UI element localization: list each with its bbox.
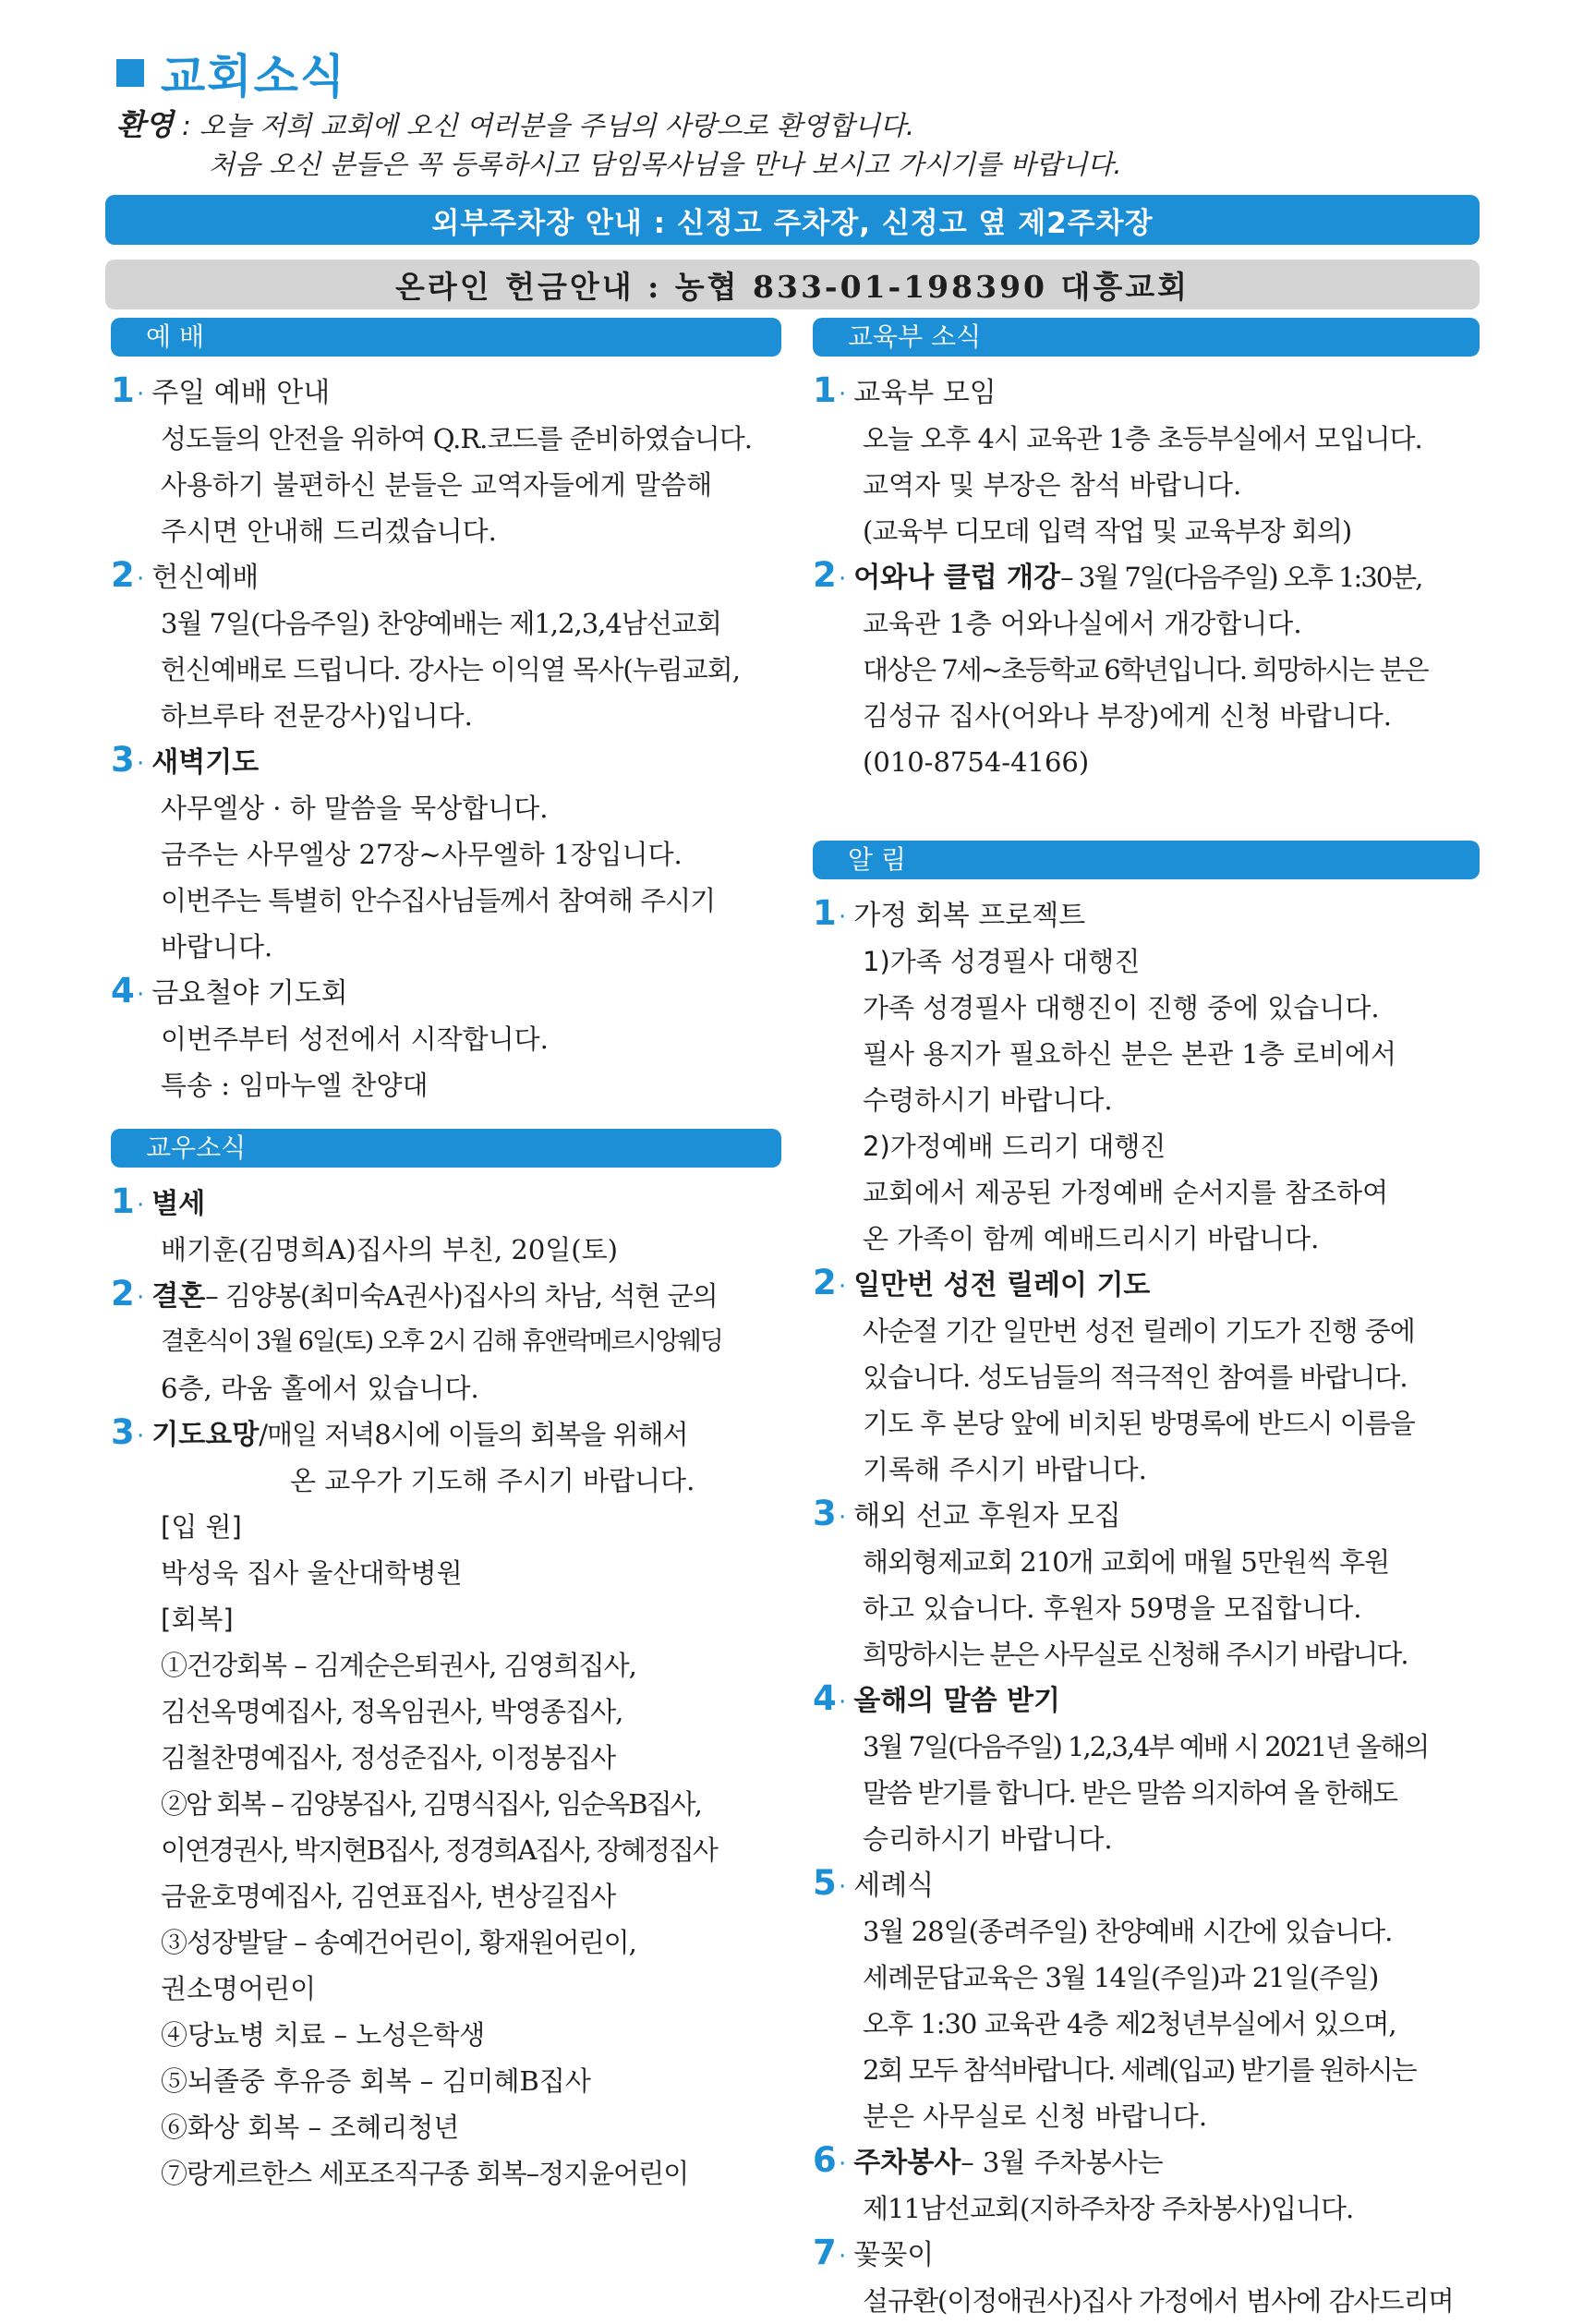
item-line: 세례문답교육은 3월 14일(주일)과 21일(주일): [863, 1962, 1379, 1993]
item-line: 하고 있습니다. 후원자 59명을 모집합니다.: [863, 1592, 1362, 1624]
item-head: [813, 1862, 1480, 1908]
recovery-line: 금윤호명예집사, 김연표집사, 변상길집사: [161, 1881, 616, 1912]
item-number: 1: [111, 1181, 135, 1221]
item-title: 금요철야 기도회: [151, 977, 348, 1010]
members-item-3: [111, 1411, 781, 2197]
item-line: 필사 용지가 필요하신 분은 본관 1층 로비에서: [863, 1038, 1397, 1070]
item-line: (010-8754-4166): [863, 746, 1090, 778]
item-title: 가정 회복 프로젝트: [853, 900, 1086, 932]
title-row: [116, 44, 1483, 102]
item-head: [813, 2232, 1480, 2278]
dot-separator: ·: [839, 1873, 847, 1901]
item-head: [813, 1493, 1480, 1539]
dot-separator: ·: [839, 1689, 847, 1716]
item-title: 어와나 클럽 개강: [853, 562, 1061, 594]
recovery-line: ⑥화상 회복 – 조혜리청년: [161, 2112, 460, 2143]
item-number: 7: [813, 2233, 837, 2272]
item-line: 온 가족이 함께 예배드리시기 바랍니다.: [863, 1223, 1320, 1254]
recovery-line: ⑦랑게르한스 세포조직구종 회복–정지윤어린이: [161, 2158, 689, 2189]
dot-separator: ·: [839, 1504, 847, 1531]
item-number: 5: [813, 1863, 837, 1903]
sub-heading: 2)가정예배 드리기 대행진: [863, 1131, 1166, 1162]
recovery-line: ⑤뇌졸중 후유증 회복 – 김미혜B집사: [161, 2065, 591, 2097]
education-item-1: [813, 369, 1480, 554]
item-number: 2: [111, 555, 135, 595]
item-title-tail: – 김양봉(최미숙A권사)집사의 차남, 석현 군의: [205, 1280, 718, 1312]
item-line: 기록해 주시기 바랍니다.: [863, 1454, 1147, 1485]
item-line: 배기훈(김명희A)집사의 부친, 20일(토): [161, 1234, 618, 1265]
dot-separator: ·: [839, 1273, 847, 1301]
item-number: 1: [813, 370, 837, 410]
item-line: (교육부 디모데 입력 작업 및 교육부장 회의): [863, 515, 1352, 547]
item-line: 주시면 안내해 드리겠습니다.: [161, 515, 497, 547]
dot-separator: ·: [839, 565, 847, 593]
dot-separator: ·: [137, 381, 145, 408]
recovery-line: ④당뇨병 치료 – 노성은학생: [161, 2019, 486, 2051]
worship-item-4: [111, 970, 781, 1108]
item-title: 주차봉사: [853, 2147, 961, 2179]
welcome-label: 환영: [116, 107, 174, 142]
item-head: [111, 554, 781, 600]
item-line: 제11남선교회(지하주차장 주차봉사)입니다.: [863, 2193, 1354, 2224]
welcome-line-1: [116, 105, 1483, 145]
square-bullet-icon: [116, 59, 144, 87]
item-line: 이번주부터 성전에서 시작합니다.: [161, 1023, 549, 1055]
item-number: 3: [111, 1412, 135, 1452]
item-line: 교육관 1층 어와나실에서 개강합니다.: [863, 608, 1302, 639]
item-head: [813, 369, 1480, 416]
item-title: 결혼: [151, 1280, 206, 1313]
item-head: [111, 369, 781, 416]
recovery-line: 김철찬명예집사, 정성준집사, 이정봉집사: [161, 1742, 616, 1773]
item-line: 3월 7일(다음주일) 1,2,3,4부 예배 시 2021년 올해의: [863, 1731, 1429, 1762]
item-line: 사무엘상 · 하 말씀을 묵상합니다.: [161, 793, 549, 824]
dot-separator: ·: [137, 565, 145, 593]
section-header-worship: 예 배: [111, 318, 781, 357]
item-number: 1: [813, 893, 837, 933]
dot-separator: ·: [137, 981, 145, 1009]
item-title: 새벽기도: [151, 746, 260, 779]
item-line: 2회 모두 참석바랍니다. 세례(입교) 받기를 원하시는: [863, 2054, 1416, 2086]
item-title-tail: – 3월 주차봉사는: [961, 2147, 1164, 2178]
admitted-label: [입 원]: [161, 1511, 242, 1543]
item-head: [111, 739, 781, 785]
spacer: [813, 785, 1480, 841]
worship-item-3: [111, 739, 781, 970]
worship-item-2: [111, 554, 781, 739]
item-title: 세례식: [853, 1870, 935, 1902]
admitted-line: 박성욱 집사 울산대학병원: [161, 1557, 463, 1589]
item-number: 1: [111, 370, 135, 410]
dot-separator: ·: [137, 1284, 145, 1312]
section-header-members: 교우소식: [111, 1129, 781, 1168]
item-head: [111, 1411, 781, 1458]
item-number: 2: [111, 1274, 135, 1313]
notice-item-5: [813, 1862, 1480, 2139]
education-item-2: [813, 554, 1480, 785]
welcome-text-1: : 오늘 저희 교회에 오신 여러분을 주님의 사랑으로 환영합니다.: [173, 110, 915, 141]
item-line: 사순절 기간 일만번 성전 릴레이 기도가 진행 중에: [863, 1315, 1415, 1347]
item-title: 교육부 모임: [853, 377, 997, 409]
members-item-1: [111, 1180, 781, 1273]
item-line: 있습니다. 성도님들의 적극적인 참여를 바랍니다.: [863, 1362, 1408, 1393]
item-number: 4: [111, 971, 135, 1011]
item-title: 해외 선교 후원자 모집: [853, 1500, 1121, 1532]
item-line: 6층, 라움 홀에서 있습니다.: [161, 1373, 479, 1404]
notice-item-4: [813, 1677, 1480, 1862]
dot-separator: ·: [137, 750, 145, 778]
item-title-tail: – 3월 7일(다음주일) 오후 1:30분,: [1060, 562, 1422, 593]
item-number: 2: [813, 555, 837, 595]
item-line: 이번주는 특별히 안수집사님들께서 참여해 주시기: [161, 885, 716, 916]
item-line: 3월 28일(종려주일) 찬양예배 시간에 있습니다.: [863, 1916, 1393, 1947]
worship-item-1: [111, 369, 781, 554]
item-number: 3: [813, 1494, 837, 1533]
parking-banner: 외부주차장 안내 : 신정고 주차장, 신정고 옆 제2주차장: [105, 195, 1480, 245]
item-line: 온 교우가 기도해 주시기 바랍니다.: [290, 1465, 695, 1496]
sub-heading: 1)가족 성경필사 대행진: [863, 946, 1141, 977]
notice-item-6: [813, 2139, 1480, 2232]
page-title: 교회소식: [161, 50, 347, 103]
dot-separator: ·: [839, 2243, 847, 2270]
item-head: [111, 970, 781, 1016]
left-column: [111, 318, 781, 2197]
notice-item-7: [813, 2232, 1480, 2324]
recovery-line: 이연경권사, 박지현B집사, 정경희A집사, 장혜정집사: [161, 1834, 717, 1866]
dot-separator: ·: [137, 1422, 145, 1450]
item-number: 6: [813, 2140, 837, 2180]
notice-item-3: [813, 1493, 1480, 1677]
item-title: 일만번 성전 릴레이 기도: [853, 1269, 1151, 1301]
item-line: 해외형제교회 210개 교회에 매월 5만원씩 후원: [863, 1546, 1390, 1578]
item-head: [813, 1677, 1480, 1724]
item-line: 대상은 7세~초등학교 6학년입니다. 희망하시는 분은: [863, 654, 1428, 685]
dot-separator: ·: [839, 2150, 847, 2178]
item-title: 올해의 말씀 받기: [853, 1685, 1061, 1717]
offering-banner: 온라인 헌금안내 : 농협 833-01-198390 대흥교회: [105, 260, 1480, 309]
item-line: 교회에서 제공된 가정예배 순서지를 참조하여: [863, 1177, 1389, 1208]
recovery-label: [회복]: [161, 1604, 234, 1635]
item-head: [111, 1180, 781, 1227]
recovery-line: ②암 회복 – 김양봉집사, 김명식집사, 임순옥B집사,: [161, 1788, 701, 1820]
item-head: [813, 2139, 1480, 2185]
item-line: 금주는 사무엘상 27장~사무엘하 1장입니다.: [161, 839, 683, 870]
item-title: 기도요망: [151, 1419, 260, 1451]
dot-separator: ·: [137, 1192, 145, 1219]
item-line: 3월 7일(다음주일) 찬양예배는 제1,2,3,4남선교회: [161, 608, 721, 639]
item-title-tail: /매일 저녁8시에 이들의 회복을 위해서: [259, 1419, 688, 1450]
item-line: 말씀 받기를 합니다. 받은 말씀 의지하여 올 한해도: [863, 1777, 1397, 1809]
item-line: 결혼식이 3월 6일(토) 오후 2시 김해 휴앤락메르시앙웨딩: [161, 1327, 722, 1356]
item-title: 별세: [151, 1188, 206, 1220]
members-item-2: [111, 1273, 781, 1411]
item-title: 꽃꽂이: [853, 2239, 935, 2271]
item-line: 오후 1:30 교육관 4층 제2청년부실에서 있으며,: [863, 2008, 1396, 2040]
item-line: 수령하시기 바랍니다.: [863, 1084, 1113, 1116]
item-line: 기도 후 본당 앞에 비치된 방명록에 반드시 이름을: [863, 1408, 1415, 1439]
recovery-line: 권소명어린이: [161, 1973, 317, 2004]
item-line: 가족 성경필사 대행진이 진행 중에 있습니다.: [863, 992, 1380, 1023]
item-line: 희망하시는 분은 사무실로 신청해 주시기 바랍니다.: [863, 1639, 1408, 1670]
welcome-line-2: 처음 오신 분들은 꼭 등록하시고 담임목사님을 만나 보시고 가시기를 바랍니다.: [209, 149, 1122, 180]
item-line: 교역자 및 부장은 참석 바랍니다.: [863, 469, 1242, 501]
item-head: [813, 892, 1480, 938]
item-line: 분은 사무실로 신청 바랍니다.: [863, 2100, 1208, 2132]
item-line: 성도들의 안전을 위하여 Q.R.코드를 준비하였습니다.: [161, 423, 752, 454]
section-header-education: 교육부 소식: [813, 318, 1480, 357]
item-line: 김성규 집사(어와나 부장)에게 신청 바랍니다.: [863, 700, 1392, 732]
item-line: 특송 : 임마누엘 찬양대: [161, 1070, 429, 1101]
notice-item-1: [813, 892, 1480, 1262]
item-line: 오늘 오후 4시 교육관 1층 초등부실에서 모입니다.: [863, 423, 1422, 454]
item-number: 2: [813, 1263, 837, 1302]
item-line: 사용하기 불편하신 분들은 교역자들에게 말씀해: [161, 469, 713, 501]
recovery-line: ①건강회복 – 김계순은퇴권사, 김영희집사,: [161, 1650, 636, 1681]
item-title: 주일 예배 안내: [151, 377, 331, 409]
section-header-notices: 알 림: [813, 841, 1480, 879]
recovery-line: ③성장발달 – 송예건어린이, 황재원어린이,: [161, 1927, 636, 1958]
page-header: [116, 44, 1483, 184]
item-line: 바랍니다.: [161, 931, 273, 962]
item-line: 하브루타 전문강사)입니다.: [161, 700, 473, 732]
item-number: 3: [111, 740, 135, 780]
item-head: [111, 1273, 781, 1319]
spacer: [111, 1108, 781, 1129]
dot-separator: ·: [839, 903, 847, 931]
dot-separator: ·: [839, 381, 847, 408]
item-line: 설규환(이정애권사)집사 가정에서 범사에 감사드리며: [863, 2285, 1454, 2317]
item-title: 헌신예배: [151, 562, 260, 594]
item-head: [813, 554, 1480, 600]
item-head: [813, 1262, 1480, 1308]
right-column: [813, 318, 1480, 2324]
item-line: 헌신예배로 드립니다. 강사는 이익열 목사(누림교회,: [161, 654, 740, 685]
welcome-message: [116, 105, 1483, 184]
item-line: 승리하시기 바랍니다.: [863, 1823, 1113, 1855]
recovery-line: 김선옥명예집사, 정옥임권사, 박영종집사,: [161, 1696, 623, 1727]
item-number: 4: [813, 1678, 837, 1718]
notice-item-2: [813, 1262, 1480, 1493]
